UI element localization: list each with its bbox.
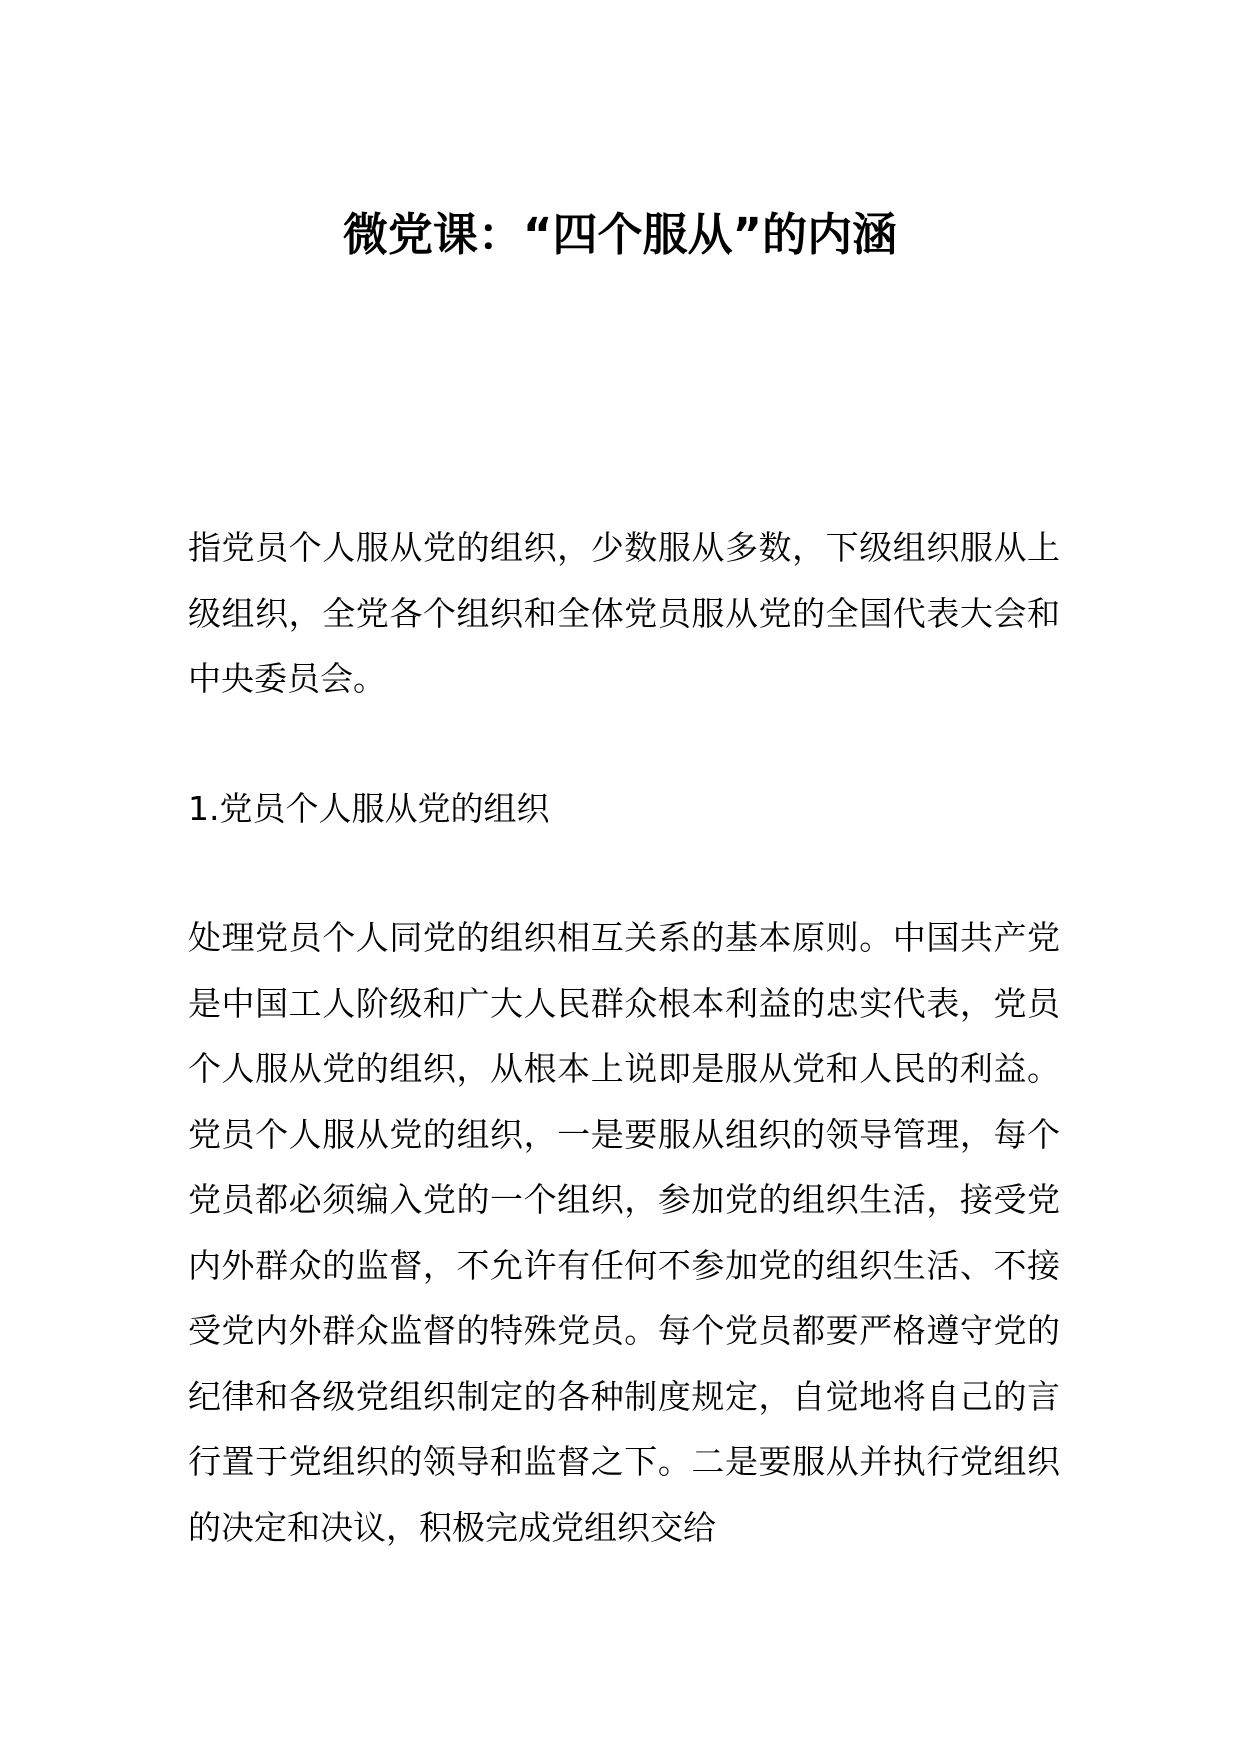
paragraph-intro: 指党员个人服从党的组织，少数服从多数，下级组织服从上级组织，全党各个组织和全体党员服从党的全国代表大会和中央委员会。: [188, 528, 1060, 698]
paragraph-body: 处理党员个人同党的组织相互关系的基本原则。中国共产党是中国工人阶级和广大人民群众根本利益的忠实代表，党员个人服从党的组织，从根本上说即是服从党和人民的利益。党员个人服从党的组织，一是要服从组织的领导管理，每个党员都必须编入党的一个组织，参加党的组织生活，接受党内外群众的监督，不允许有任何不参加党的组织生活、不接受党内外群众监督的特殊党员。每个党员都要严格遵守党的纪律和各级党组织制定的各种制度规定，自觉地将自己的言行置于党组织的领导和监督之下。二是要服从并执行党组织的决定和决议，积极完成党组织交给: [188, 918, 1060, 1547]
section-heading: 1.党员个人服从党的组织: [188, 789, 550, 828]
document-title: 微党课：“四个服从”的内涵: [342, 208, 898, 261]
